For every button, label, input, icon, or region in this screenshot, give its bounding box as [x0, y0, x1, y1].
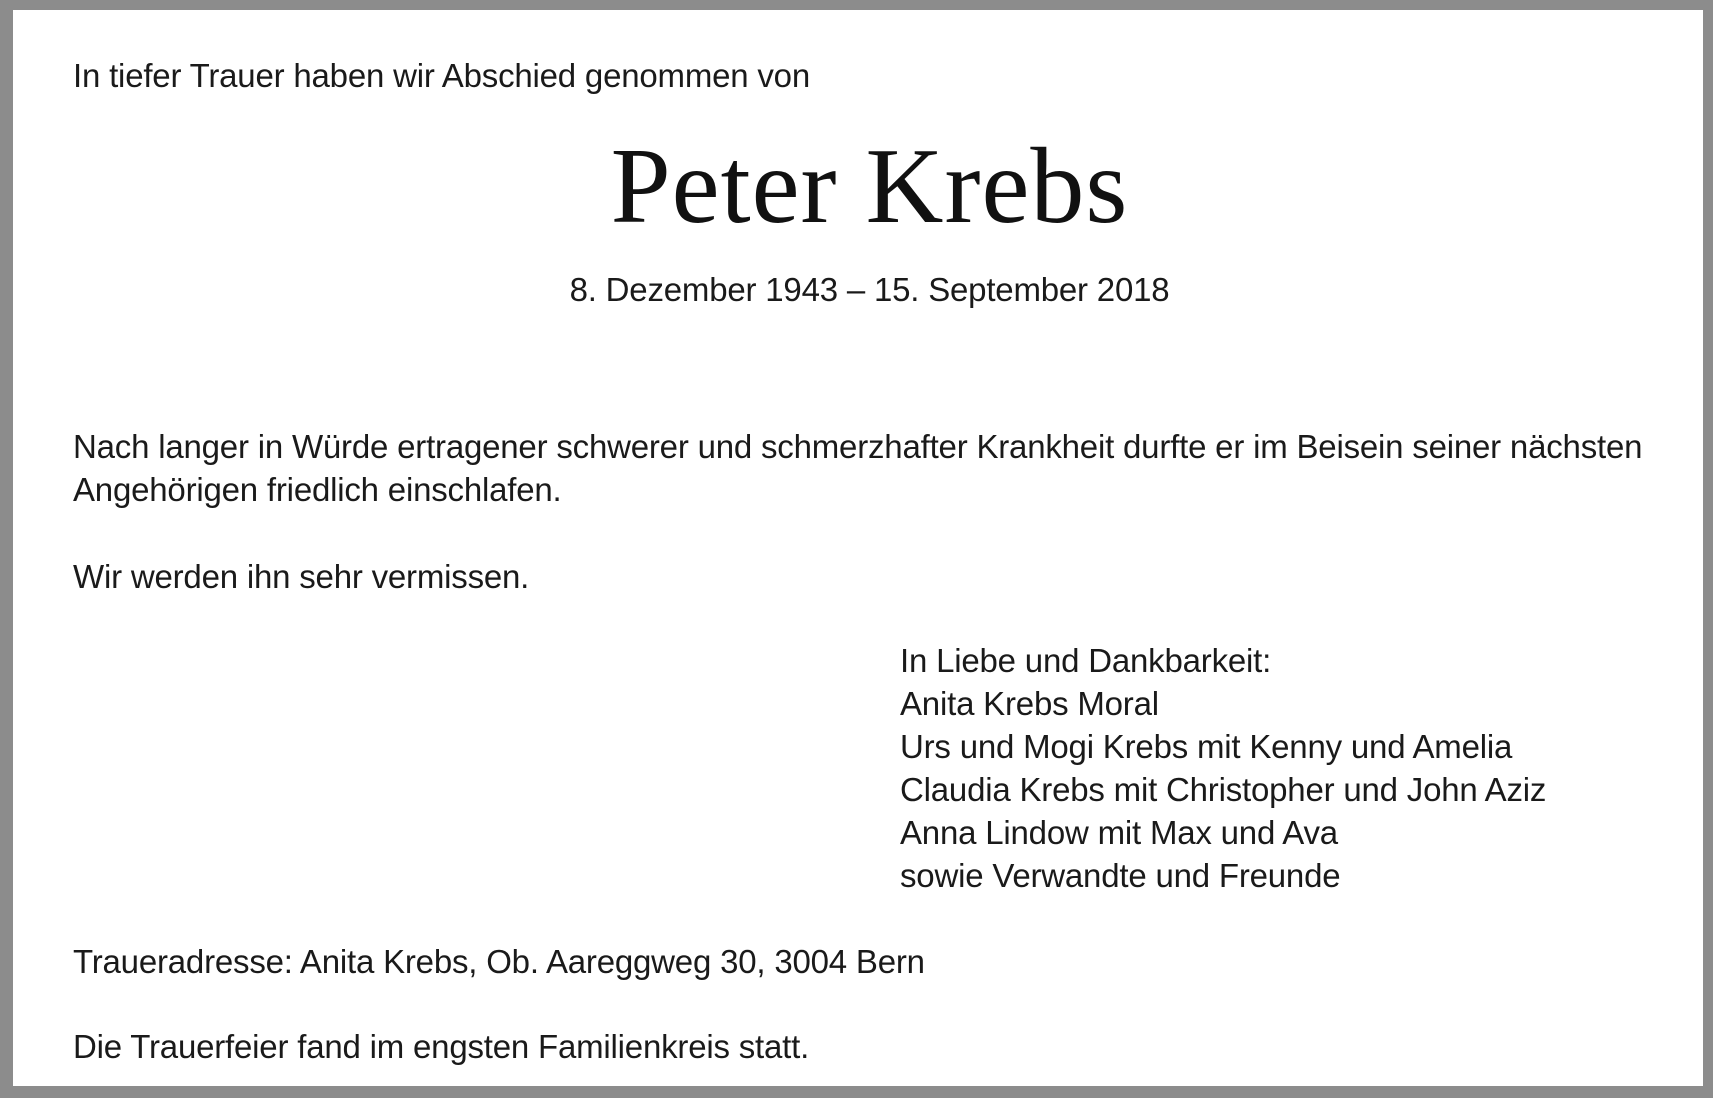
message-line: Angehörigen friedlich einschlafen.: [73, 471, 562, 508]
signatory-line: Anna Lindow mit Max und Ava: [900, 814, 1338, 851]
signatory-line: Anita Krebs Moral: [900, 685, 1159, 722]
mourning-address: Traueradresse: Anita Krebs, Ob. Aareggweg 30, 3004 Bern: [73, 943, 925, 980]
intro-line: In tiefer Trauer haben wir Abschied genommen von: [73, 57, 810, 94]
signatory-line: Claudia Krebs mit Christopher und John Aziz: [900, 771, 1547, 808]
signature-block: [900, 639, 1546, 897]
signatory-line: Urs und Mogi Krebs mit Kenny und Amelia: [900, 728, 1513, 765]
signatory-line: sowie Verwandte und Freunde: [900, 857, 1341, 894]
message-paragraph: [73, 425, 1683, 511]
message-line: Nach langer in Würde ertragener schwerer und schmerzhafter Krankheit durfte er im Beisein seiner nächsten: [73, 428, 1643, 465]
miss-line: Wir werden ihn sehr vermissen.: [73, 558, 530, 595]
life-dates: 8. Dezember 1943 – 15. September 2018: [569, 271, 1170, 308]
deceased-name: Peter Krebs: [610, 127, 1129, 246]
signature-heading: In Liebe und Dankbarkeit:: [900, 642, 1272, 679]
ceremony-note: Die Trauerfeier fand im engsten Familienkreis statt.: [73, 1028, 810, 1065]
